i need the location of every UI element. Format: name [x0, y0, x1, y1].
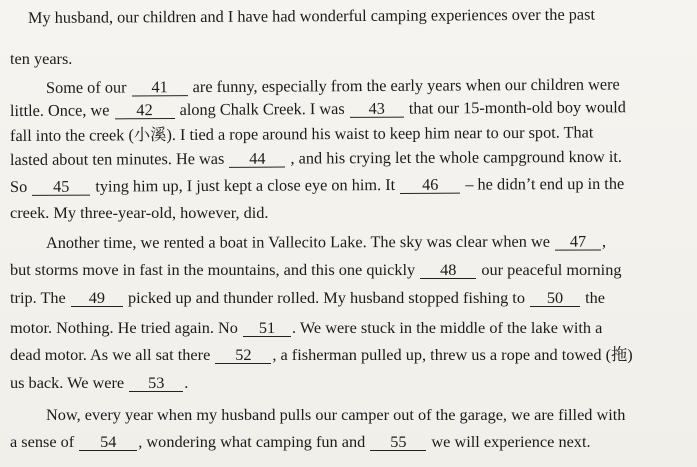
passage-line-6	[10, 147, 622, 170]
text-segment: trip. The	[10, 288, 66, 307]
text-segment: motor. Nothing. He tried again. No	[10, 318, 238, 337]
answer-blank-48: 48	[420, 261, 476, 279]
text-segment: , and his crying let the whole campground know it.	[290, 146, 622, 168]
text-segment: a sense of	[10, 432, 75, 451]
text-segment: , wondering what camping fun and	[138, 432, 366, 451]
answer-blank-43: 43	[350, 100, 404, 118]
passage-line-16	[10, 432, 591, 452]
answer-blank-41: 41	[132, 78, 188, 96]
text-segment: My husband, our children and I have had wonderful camping experiences over the past	[27, 4, 595, 27]
answer-blank-52: 52	[215, 346, 271, 364]
passage-line-4	[10, 97, 626, 121]
text-segment: our peaceful morning	[481, 260, 622, 279]
answer-blank-53: 53	[129, 374, 183, 392]
text-segment: – he didn’t end up in the	[465, 173, 625, 194]
passage-line-11	[10, 288, 605, 308]
passage-line-1	[28, 5, 595, 28]
passage-line-3	[46, 74, 620, 98]
passage-line-7	[10, 174, 624, 197]
text-segment: tying him up, I just kept a close eye on him. It	[95, 174, 396, 196]
text-segment: us back. We were	[10, 373, 125, 392]
passage-line-9	[46, 232, 606, 253]
answer-blank-50: 50	[530, 289, 580, 307]
text-segment: are funny, especially from the early years when our children were	[192, 74, 620, 97]
text-segment: fall into the creek (小溪). I tied a rope around his waist to keep him near to our spot. That	[9, 122, 594, 145]
text-segment: Some of our	[45, 77, 127, 97]
text-segment: Another time, we rented a boat in Vallecito Lake. The sky was clear when we	[45, 231, 550, 252]
passage-line-8	[10, 203, 269, 223]
passage-line-2	[10, 49, 72, 69]
text-segment: Now, every year when my husband pulls our camper out of the garage, we are filled with	[46, 405, 626, 424]
text-segment: .	[184, 373, 189, 392]
answer-blank-42: 42	[114, 101, 174, 119]
answer-blank-49: 49	[71, 289, 123, 307]
text-segment: ten years.	[10, 49, 73, 68]
passage-line-10	[10, 260, 622, 280]
text-segment: . We were stuck in the middle of the lake with a	[291, 318, 603, 337]
text-segment: , a fisherman pulled up, threw us a rope and towed (拖)	[272, 345, 633, 364]
text-segment: along Chalk Creek. I was	[179, 98, 345, 119]
answer-blank-46: 46	[400, 176, 460, 194]
answer-blank-51: 51	[243, 319, 291, 337]
text-segment: ,	[602, 231, 607, 251]
text-segment: So	[9, 176, 28, 196]
passage-line-5	[10, 122, 594, 146]
passage-line-15	[46, 405, 625, 425]
answer-blank-55: 55	[370, 433, 426, 451]
text-segment: creek. My three-year-old, however, did.	[10, 203, 269, 222]
answer-blank-54: 54	[79, 433, 137, 451]
answer-blank-44: 44	[229, 150, 285, 168]
text-segment: little. Once, we	[9, 100, 110, 120]
answer-blank-47: 47	[555, 233, 601, 251]
text-segment: that our 15-month-old boy would	[408, 97, 626, 118]
text-segment: the	[585, 288, 606, 307]
passage-line-12	[10, 318, 602, 338]
text-segment: picked up and thunder rolled. My husband stopped fishing to	[127, 288, 525, 307]
text-segment: dead motor. As we all sat there	[10, 345, 211, 364]
text-segment: lasted about ten minutes. He was	[9, 148, 225, 169]
answer-blank-45: 45	[32, 178, 90, 196]
passage-line-14	[10, 373, 188, 393]
text-segment: but storms move in fast in the mountains, and this one quickly	[10, 260, 416, 279]
text-segment: we will experience next.	[431, 432, 591, 451]
passage-line-13	[10, 345, 633, 365]
